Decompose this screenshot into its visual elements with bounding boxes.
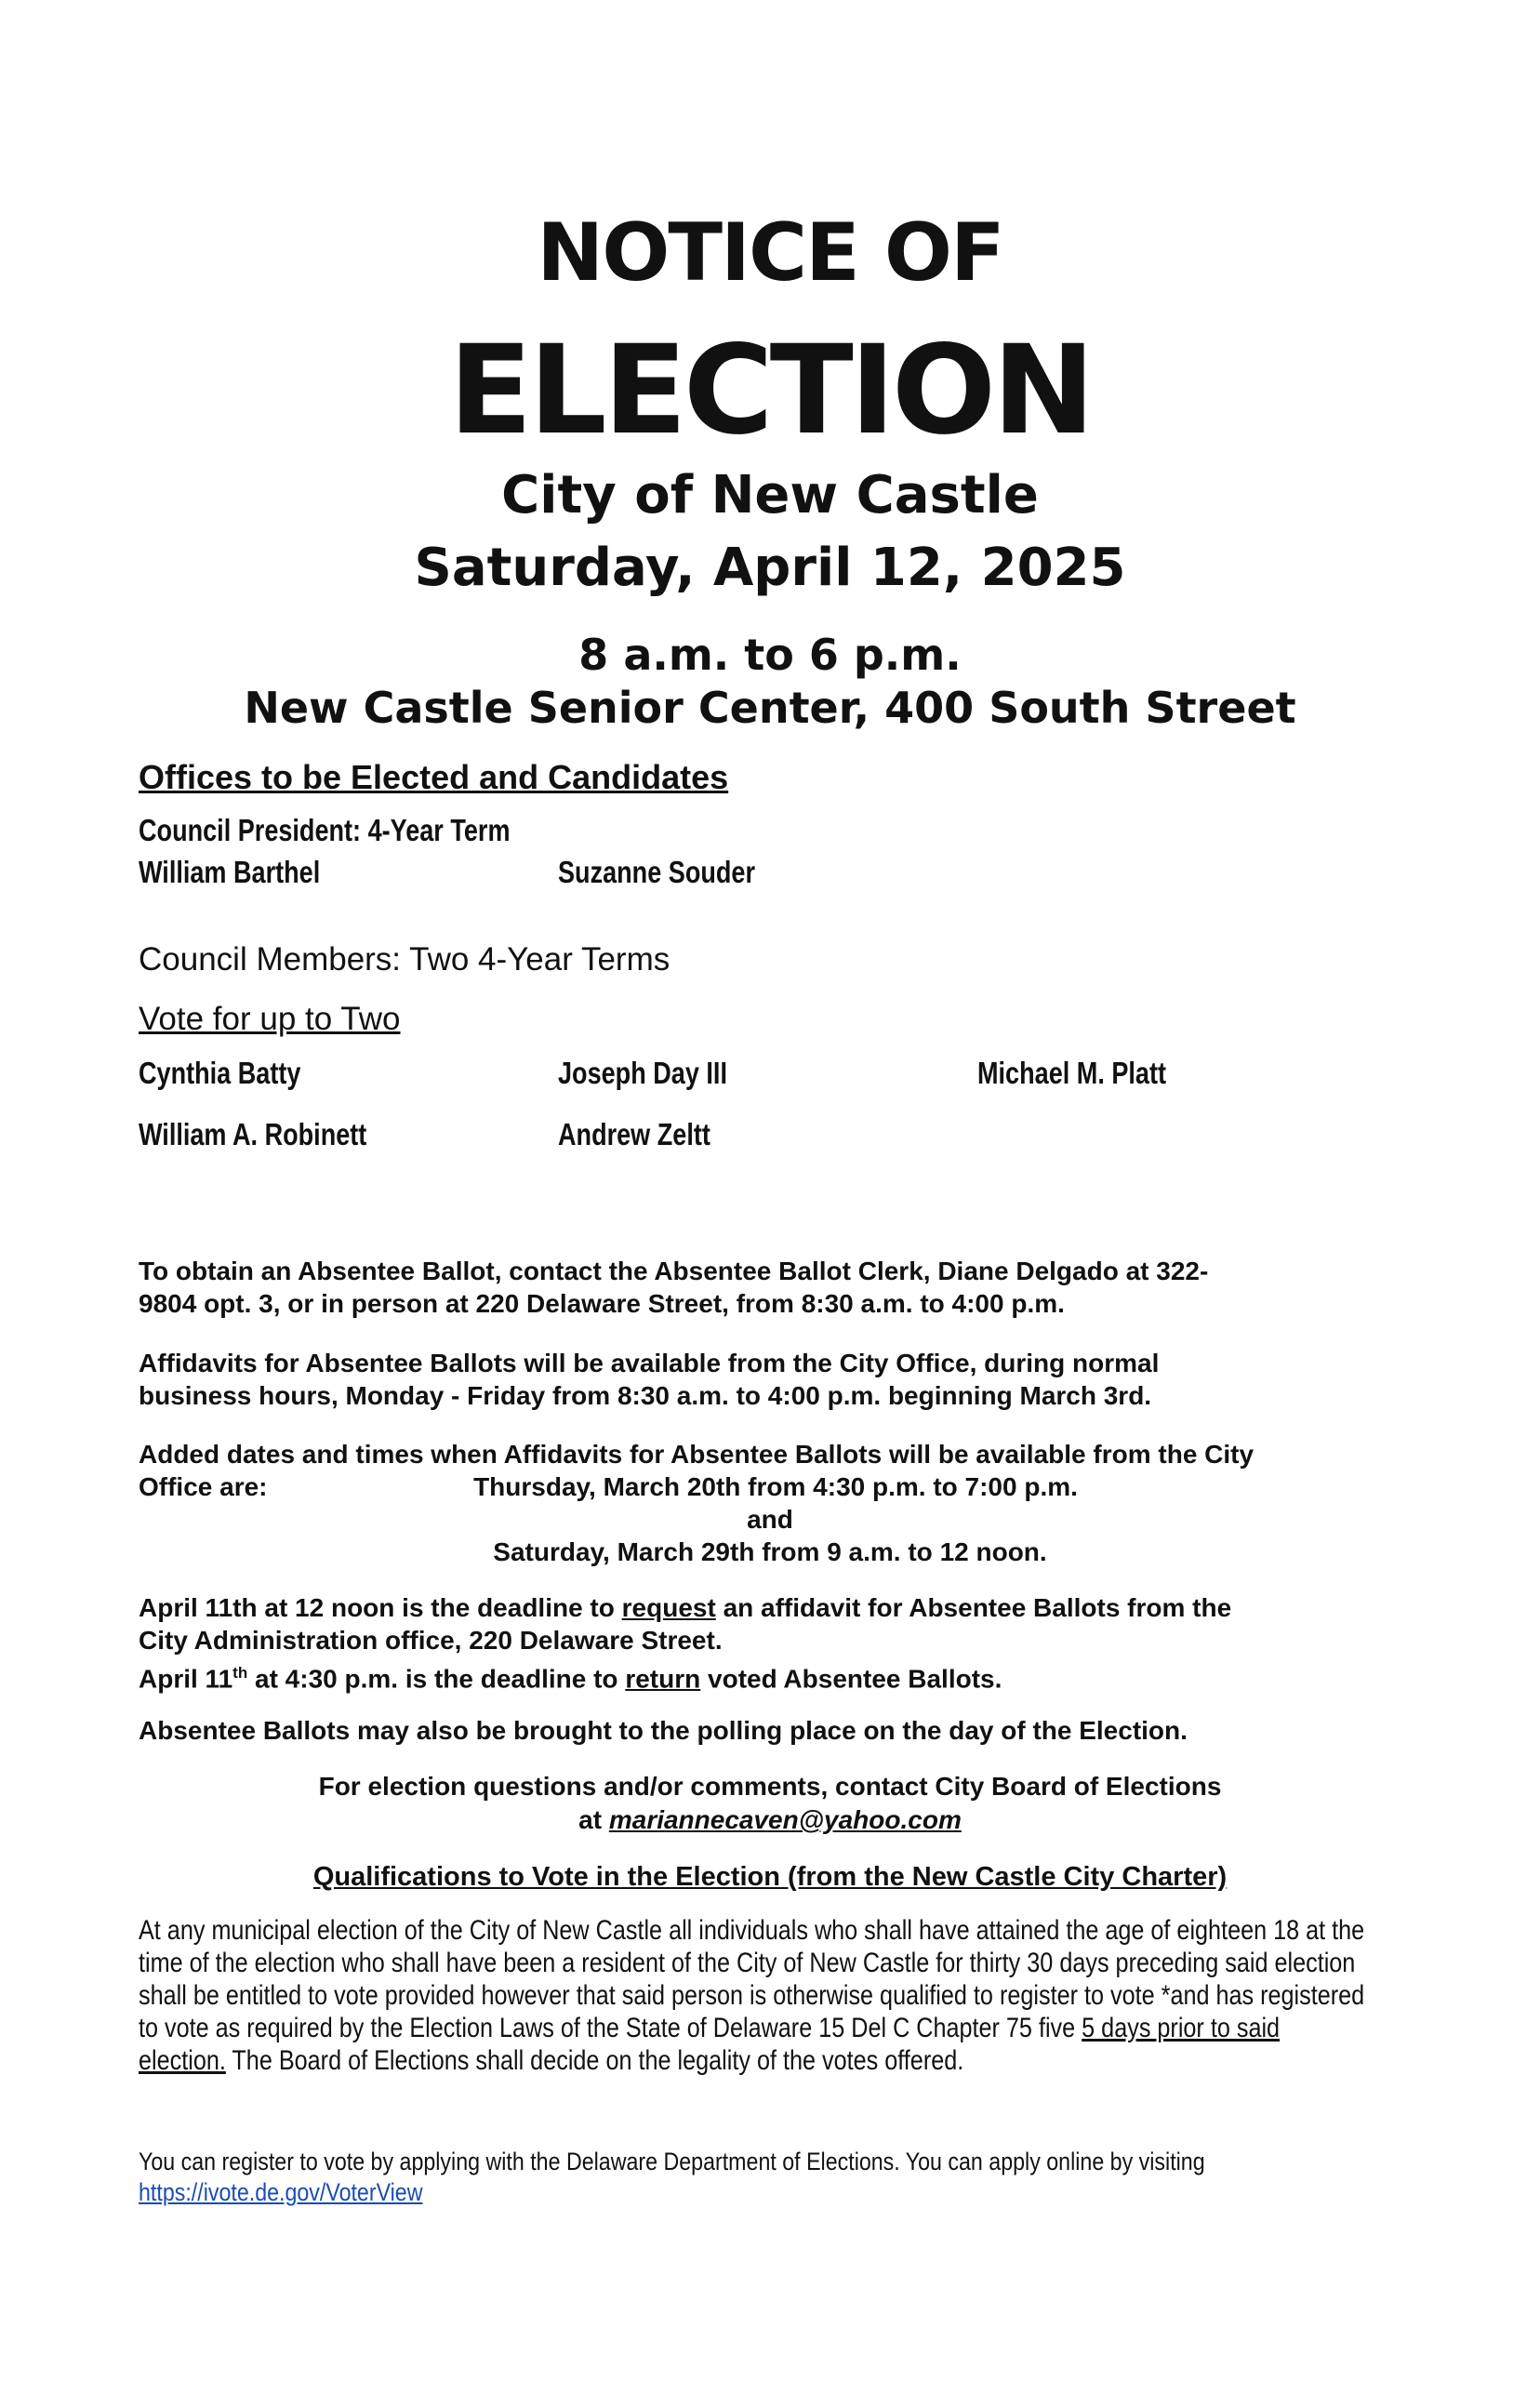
added-dates-label: Office are: <box>139 1472 268 1501</box>
qualifications-line: At any municipal election of the City of New Castle all individuals who shall have attained the age of eighteen 18 at the <box>139 1915 1365 1946</box>
candidate-member: Michael M. Platt <box>977 1056 1167 1090</box>
title-election: ELECTION <box>448 319 1092 462</box>
added-dates-line: Added dates and times when Affidavits for Absentee Ballots will be available from the City <box>139 1440 1255 1469</box>
return-text: at 4:30 p.m. is the deadline to <box>247 1664 626 1694</box>
absentee-obtain-line: 9804 opt. 3, or in person at 220 Delaware Street, from 8:30 a.m. to 4:00 p.m. <box>139 1289 1065 1318</box>
registration-paragraph <box>139 2147 1338 2208</box>
added-dates-and: and <box>747 1505 793 1534</box>
deadline-line: City Administration office, 220 Delaware Street. <box>139 1626 723 1655</box>
deadline-request-word: request <box>621 1593 716 1622</box>
qualifications-line: time of the election who shall have been a resident of the City of New Castle for thirty 30 days preceding said election <box>139 1948 1356 1978</box>
absentee-obtain-paragraph <box>139 1255 1348 1320</box>
qualifications-underlined: 5 days prior to said <box>1082 2013 1281 2043</box>
return-date: April 11 <box>139 1664 233 1694</box>
return-deadline-line <box>139 1656 1348 1695</box>
offices-heading: Offices to be Elected and Candidates <box>139 758 729 796</box>
vote-instruction: Vote for up to Two <box>139 1001 401 1037</box>
qualifications-line <box>139 2012 1388 2044</box>
registration-text: You can register to vote by applying with the Delaware Department of Elections. You can apply online by visiting <box>139 2148 1205 2175</box>
title-notice-of: NOTICE OF <box>537 206 1003 299</box>
qualifications-line <box>139 2044 1388 2077</box>
qualifications-text: The Board of Elections shall decide on the legality of the votes offered. <box>225 2045 964 2076</box>
affidavit-line: Affidavits for Absentee Ballots will be available from the City Office, during normal <box>139 1349 1160 1377</box>
council-president-label: Council President: 4-Year Term <box>139 813 511 847</box>
polling-place-note: Absentee Ballots may also be brought to the polling place on the day of the Election. <box>139 1716 1188 1745</box>
city-name: City of New Castle <box>501 465 1039 525</box>
candidate-president: William Barthel <box>139 855 321 889</box>
qualifications-paragraph <box>139 1914 1388 2077</box>
contact-at: at <box>578 1805 609 1834</box>
return-date-suffix: th <box>232 1664 248 1682</box>
deadline-paragraph <box>139 1591 1348 1695</box>
return-word: return <box>625 1664 701 1694</box>
contact-email-line <box>0 1803 1540 1836</box>
added-date-thursday: Thursday, March 20th from 4:30 p.m. to 7:00 p.m. <box>473 1472 1078 1501</box>
deadline-line <box>139 1591 1348 1624</box>
return-text: voted Absentee Ballots. <box>700 1664 1002 1694</box>
qualifications-line: shall be entitled to vote provided however that said person is otherwise qualified to register to vote *and has registered <box>139 1980 1365 2011</box>
contact-line: For election questions and/or comments, contact City Board of Elections <box>318 1772 1222 1801</box>
candidate-president: Suzanne Souder <box>558 855 756 889</box>
candidate-member: Cynthia Batty <box>139 1056 301 1090</box>
polling-location: New Castle Senior Center, 400 South Street <box>244 683 1296 733</box>
voter-view-link[interactable]: https://ivote.de.gov/VoterView <box>139 2178 423 2206</box>
affidavit-paragraph <box>139 1347 1348 1412</box>
contact-email-link[interactable]: mariannecaven@yahoo.com <box>608 1805 962 1834</box>
election-date: Saturday, April 12, 2025 <box>414 538 1126 598</box>
qualifications-underlined: election. <box>139 2045 226 2076</box>
candidate-member: William A. Robinett <box>139 1117 367 1151</box>
council-members-label: Council Members: Two 4-Year Terms <box>139 941 670 978</box>
added-dates-paragraph <box>139 1438 1348 1470</box>
absentee-obtain-line: To obtain an Absentee Ballot, contact the Absentee Ballot Clerk, Diane Delgado at 322- <box>139 1257 1209 1285</box>
qualifications-heading: Qualifications to Vote in the Election (from the New Castle City Charter) <box>312 1862 1228 1892</box>
qualifications-text: to vote as required by the Election Laws of the State of Delaware 15 Del C Chapter 75 five <box>139 2013 1082 2043</box>
affidavit-line: business hours, Monday - Friday from 8:30 a.m. to 4:00 p.m. beginning March 3rd. <box>139 1381 1152 1410</box>
deadline-text: April 11th at 12 noon is the deadline to <box>139 1593 622 1622</box>
deadline-text: an affidavit for Absentee Ballots from the <box>715 1593 1232 1622</box>
added-date-saturday: Saturday, March 29th from 9 a.m. to 12 noon. <box>493 1537 1047 1566</box>
candidate-member: Andrew Zeltt <box>558 1117 710 1151</box>
candidate-member: Joseph Day III <box>558 1056 727 1090</box>
polling-hours: 8 a.m. to 6 p.m. <box>578 630 962 680</box>
